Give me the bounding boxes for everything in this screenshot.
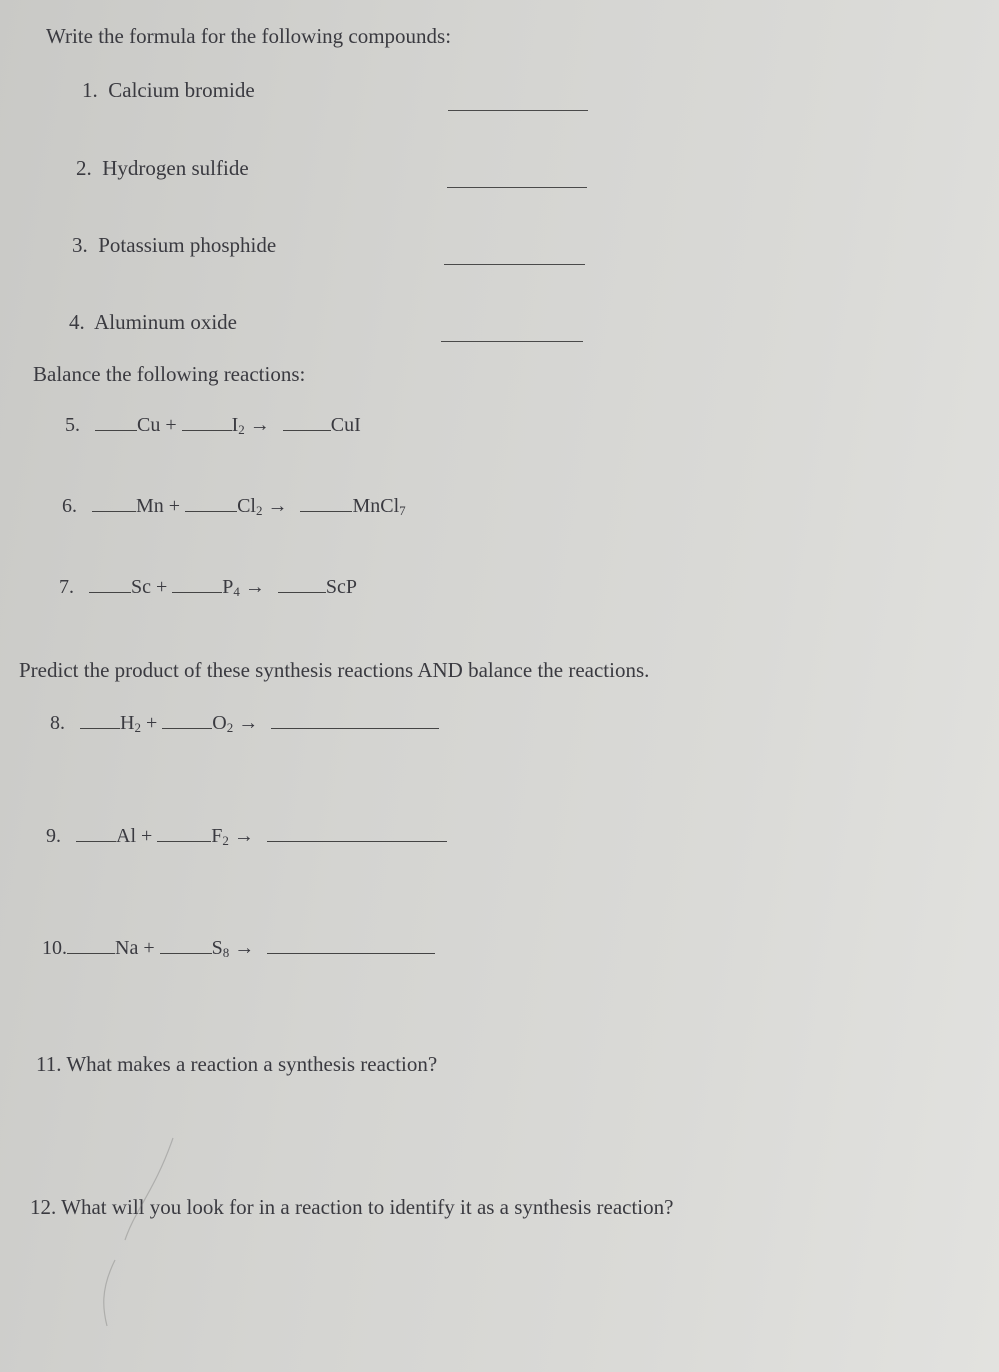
reactant-2: S: [211, 937, 223, 959]
coefficient-blank[interactable]: [95, 430, 137, 431]
reactant-2: F: [211, 825, 223, 847]
answer-line-1[interactable]: [448, 110, 588, 111]
reactant-2-subscript: 2: [222, 833, 229, 848]
product: MnCl: [352, 495, 400, 517]
reactant-1: Cu +: [137, 414, 177, 436]
question-number: 10.: [42, 937, 67, 959]
section2-heading: Balance the following reactions:: [33, 362, 306, 386]
question-text: Potassium phosphide: [98, 233, 277, 257]
plus-sign: +: [145, 712, 158, 734]
product: ScP: [325, 576, 358, 598]
coefficient-blank[interactable]: [172, 592, 222, 593]
arrow-icon: →: [238, 712, 259, 734]
question-4: [69, 310, 237, 335]
section1-heading: Write the formula for the following compounds:: [46, 24, 452, 48]
question-11: [36, 1052, 437, 1077]
answer-line-2[interactable]: [447, 187, 587, 188]
reaction-10: [42, 937, 435, 961]
arrow-icon: →: [233, 825, 254, 847]
product-blank[interactable]: [267, 953, 435, 954]
reactant-2-subscript: 2: [238, 422, 245, 437]
question-text: What will you look for in a reaction to identify it as a synthesis reaction?: [61, 1195, 674, 1219]
coefficient-blank[interactable]: [157, 841, 211, 842]
arrow-icon: →: [267, 495, 288, 517]
arrow-icon: →: [249, 414, 270, 436]
product: CuI: [330, 414, 361, 436]
question-text: What makes a reaction a synthesis reaction?: [66, 1052, 438, 1076]
coefficient-blank[interactable]: [278, 592, 326, 593]
reactant-1: H: [120, 712, 135, 734]
reactant-2-subscript: 2: [255, 503, 263, 518]
question-number: 7.: [59, 576, 74, 598]
question-text: Calcium bromide: [108, 78, 255, 102]
question-text: Aluminum oxide: [94, 310, 238, 334]
question-text: Hydrogen sulfide: [102, 156, 249, 180]
question-number: 5.: [65, 414, 80, 436]
section3-heading: Predict the product of these synthesis reactions AND balance the reactions.: [19, 658, 650, 682]
reactant-2: O: [212, 712, 227, 734]
reactant-1: Na: [115, 937, 139, 959]
coefficient-blank[interactable]: [182, 430, 232, 431]
reactant-2-subscript: 2: [226, 720, 234, 735]
arrow-icon: →: [234, 937, 255, 959]
question-number: 11.: [36, 1052, 62, 1076]
reactant-1-subscript: 2: [134, 720, 141, 735]
question-number: 9.: [46, 825, 61, 847]
answer-line-4[interactable]: [441, 341, 583, 342]
reactant-1: Al: [116, 825, 136, 847]
question-1: [82, 78, 255, 103]
coefficient-blank[interactable]: [160, 953, 212, 954]
reaction-7: [59, 576, 357, 600]
reactant-1: Sc +: [131, 576, 168, 598]
arrow-icon: →: [244, 576, 265, 598]
question-number: 3.: [72, 233, 88, 257]
coefficient-blank[interactable]: [76, 841, 116, 842]
reactant-2: Cl: [237, 495, 256, 517]
pencil-mark: [95, 1130, 185, 1330]
product-blank[interactable]: [271, 728, 439, 729]
product-blank[interactable]: [267, 841, 447, 842]
reactant-1: Mn +: [136, 495, 181, 517]
question-number: 1.: [82, 78, 98, 102]
question-number: 4.: [69, 310, 85, 334]
coefficient-blank[interactable]: [300, 511, 352, 512]
reaction-6: [62, 495, 406, 519]
plus-sign: +: [143, 937, 155, 959]
coefficient-blank[interactable]: [67, 953, 115, 954]
question-number: 12.: [30, 1195, 57, 1219]
reactant-2-subscript: 4: [233, 584, 240, 599]
question-2: [76, 156, 249, 181]
plus-sign: +: [141, 825, 153, 847]
coefficient-blank[interactable]: [283, 430, 331, 431]
reactant-2: I: [231, 414, 239, 436]
product-subscript: 7: [399, 503, 406, 518]
answer-line-3[interactable]: [444, 264, 585, 265]
coefficient-blank[interactable]: [162, 728, 212, 729]
reactant-2-subscript: 8: [222, 945, 230, 960]
coefficient-blank[interactable]: [92, 511, 136, 512]
coefficient-blank[interactable]: [80, 728, 120, 729]
question-number: 6.: [62, 495, 77, 517]
coefficient-blank[interactable]: [89, 592, 131, 593]
question-number: 2.: [76, 156, 92, 180]
question-3: [72, 233, 276, 258]
coefficient-blank[interactable]: [185, 511, 237, 512]
reactant-2: P: [222, 576, 234, 598]
reaction-5: [65, 414, 361, 438]
reaction-9: [46, 825, 447, 849]
question-number: 8.: [50, 712, 65, 734]
reaction-8: [50, 712, 439, 736]
